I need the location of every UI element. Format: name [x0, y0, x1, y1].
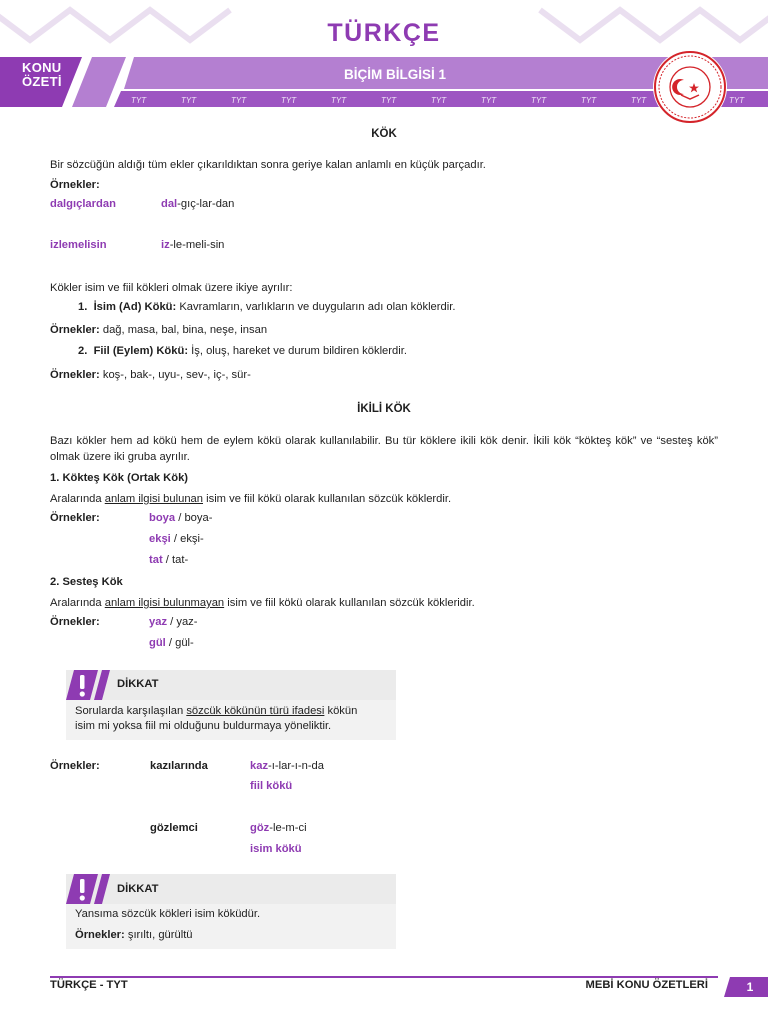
isim-koku-label: İsim (Ad) Kökü: — [93, 301, 177, 313]
fiil-koku-text: İş, oluş, hareket ve durum bildiren köklerdir. — [188, 345, 407, 357]
example-word: kazılarında — [150, 760, 208, 772]
dikkat-text: Sorularda karşılaşılan sözcük kökünün türü ifadesi kökün isim mi yoksa fiil mi olduğunu buldurmaya yöneliktir. — [75, 705, 358, 732]
dikkat-title: DİKKAT — [117, 678, 159, 690]
kok-heading: KÖK — [371, 128, 397, 140]
example-root: iz — [161, 239, 170, 251]
koktes-example: ekşi / ekşi- — [149, 533, 204, 545]
kok-types-intro: Kökler isim ve fiil kökleri olmak üzere ikiye ayrılır: — [50, 282, 293, 294]
example-suffixes: -le-meli-sin — [169, 239, 225, 251]
dikkat-text: Yansıma sözcük kökleri isim köküdür. — [75, 908, 261, 920]
kok-examples-label: Örnekler: — [50, 179, 100, 191]
root-type: isim kökü — [250, 843, 302, 855]
section-title: BİÇİM BİLGİSİ 1 — [343, 67, 446, 82]
tyt-pattern-label: TYT — [331, 96, 347, 105]
kok-definition: Bir sözcüğün aldığı tüm ekler çıkarıldıktan sonra geriye kalan anlamlı en küçük parçadır. — [50, 159, 486, 171]
tyt-pattern-label: TYT — [581, 96, 597, 105]
koktes-kok-definition: Aralarında anlam ilgisi bulunan isim ve fiil kökü olarak kullanılan sözcük köklerdir. — [50, 493, 452, 505]
example-root: dal — [161, 198, 178, 210]
dikkat-header — [66, 874, 396, 904]
page-number: 1 — [746, 980, 754, 994]
fiil-koku-label: Fiil (Eylem) Kökü: — [93, 345, 189, 357]
example-word: dalgıçlardan — [50, 198, 116, 210]
isim-koku-examples: Örnekler: dağ, masa, bal, bina, neşe, insan — [50, 324, 268, 336]
tyt-pattern-label: TYT — [231, 96, 247, 105]
fiil-koku-item: 2. Fiil (Eylem) Kökü: İş, oluş, hareket ve durum bildiren köklerdir. — [78, 345, 407, 357]
ikili-kok-intro: Bazı kökler hem ad kökü hem de eylem kökü olarak kullanılabilir. Bu tür köklere ikili kök denir. İkili kök “kökteş kök” ve “sesteş kök” olmak üzere iki gruba ayrılır. — [50, 435, 718, 463]
tyt-pattern-label: TYT — [631, 96, 647, 105]
koktes-example: tat / tat- — [149, 554, 189, 566]
sestes-kok-title: 2. Sesteş Kök — [50, 576, 123, 588]
tyt-pattern-label: TYT — [281, 96, 297, 105]
root-type: fiil kökü — [250, 780, 293, 792]
example-breakdown: kaz-ı-lar-ı-n-da — [250, 760, 324, 772]
footer-subject: TÜRKÇE - TYT — [50, 979, 128, 991]
tyt-pattern-label: TYT — [531, 96, 547, 105]
koktes-kok-title: 1. Kökteş Kök (Ortak Kök) — [50, 472, 189, 484]
footer-divider — [50, 976, 718, 978]
example-word: izlemelisin — [50, 239, 107, 251]
meb-seal-logo — [651, 48, 729, 129]
tyt-pattern-label: TYT — [131, 96, 147, 105]
tyt-pattern-label: TYT — [381, 96, 397, 105]
example-breakdown — [161, 198, 234, 210]
ikili-kok-heading: İKİLİ KÖK — [357, 403, 411, 415]
sestes-examples-label: Örnekler: — [50, 616, 100, 628]
footer-series: MEBİ KONU ÖZETLERİ — [585, 979, 708, 991]
example-word: gözlemci — [150, 822, 198, 834]
koktes-examples-label: Örnekler: — [50, 512, 100, 524]
sestes-example: gül / gül- — [149, 637, 194, 649]
sestes-kok-definition: Aralarında anlam ilgisi bulunmayan isim ve fiil kökü olarak kullanılan sözcük kökleridir. — [50, 597, 475, 609]
tyt-pattern-label: TYT — [431, 96, 447, 105]
tyt-pattern-label: TYT — [181, 96, 197, 105]
example-breakdown — [161, 239, 224, 251]
dikkat-header — [66, 670, 396, 700]
dikkat-examples: Örnekler: şırıltı, gürültü — [75, 929, 193, 941]
isim-koku-text: Kavramların, varlıkların ve duyguların adı olan köklerdir. — [176, 301, 456, 313]
example-breakdown: göz-le-m-ci — [250, 822, 307, 834]
tyt-pattern-label: TYT — [481, 96, 497, 105]
fiil-koku-examples: Örnekler: koş-, bak-, uyu-, sev-, iç-, sür- — [50, 369, 251, 381]
warning-icon — [66, 874, 114, 904]
example-suffixes: -gıç-lar-dan — [177, 198, 235, 210]
examples-label: Örnekler: — [50, 760, 100, 772]
tyt-pattern-label: TYT — [729, 96, 745, 105]
dikkat-title: DİKKAT — [117, 883, 159, 895]
page-number-badge — [722, 977, 768, 997]
sestes-example: yaz / yaz- — [149, 616, 198, 628]
subject-title: TÜRKÇE — [327, 19, 441, 47]
warning-icon — [66, 670, 114, 700]
isim-koku-item: 1. İsim (Ad) Kökü: Kavramların, varlıkların ve duyguların adı olan köklerdir. — [78, 301, 456, 313]
konu-ozeti-badge: KONU ÖZETİ — [22, 60, 62, 89]
koktes-example: boya / boya- — [149, 512, 213, 524]
